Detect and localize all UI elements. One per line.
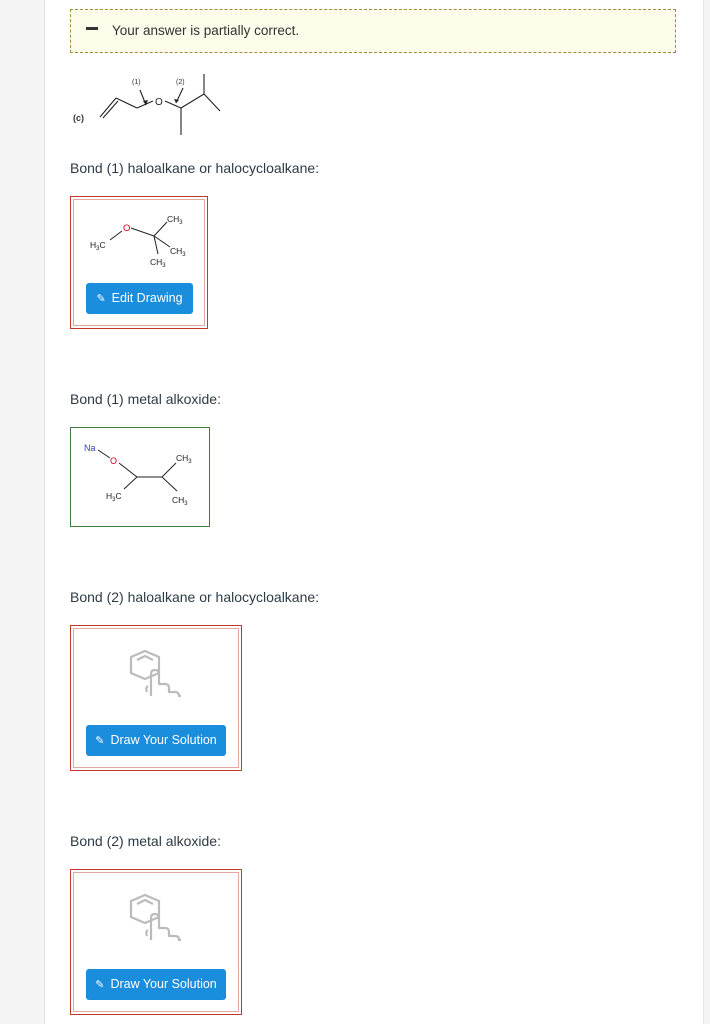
part-label: (c)	[73, 113, 84, 123]
bond2-alkoxide-label: Bond (2) metal alkoxide:	[70, 833, 221, 849]
feedback-banner	[70, 9, 676, 53]
h3c-label: $H_3C$	[106, 491, 122, 503]
edit-drawing-button[interactable]: ✎ Edit Drawing	[86, 283, 193, 314]
ch3-top-label: $CH_3$	[167, 214, 183, 226]
ch3-bottom-label: $CH_3$	[150, 257, 166, 269]
bond2-marker: (2)	[176, 79, 185, 86]
pencil-icon: ✎	[95, 979, 105, 991]
ch3-right-label: $CH_3$	[170, 246, 186, 258]
oxygen-atom: O	[123, 223, 131, 234]
partial-correct-icon	[86, 27, 98, 30]
pencil-icon: ✎	[96, 293, 106, 305]
bond1-marker: (1)	[132, 79, 141, 86]
bond2-haloalkane-label: Bond (2) haloalkane or halocycloalkane:	[70, 589, 320, 605]
ch3-top-label: $CH_3$	[176, 453, 192, 465]
drawing-tool-icon	[127, 892, 187, 946]
pencil-icon: ✎	[95, 735, 105, 747]
drawing-tool-icon	[127, 648, 187, 702]
bond1-haloalkane-structure	[70, 196, 208, 276]
h3c-label: $H_3C$	[90, 240, 106, 252]
feedback-message: Your answer is partially correct.	[112, 23, 300, 38]
bond1-haloalkane-label: Bond (1) haloalkane or halocycloalkane:	[70, 160, 320, 176]
draw-solution-button-1[interactable]: ✎ Draw Your Solution	[86, 725, 226, 756]
oxygen-atom: O	[155, 97, 163, 108]
bond1-alkoxide-label: Bond (1) metal alkoxide:	[70, 391, 221, 407]
sodium-atom: Na	[84, 443, 96, 453]
question-structure	[60, 70, 240, 140]
oxygen-atom: O	[110, 456, 118, 466]
bond1-alkoxide-structure	[70, 427, 210, 527]
ch3-bottom-label: $CH_3$	[172, 495, 188, 507]
draw-solution-button-2[interactable]: ✎ Draw Your Solution	[86, 969, 226, 1000]
